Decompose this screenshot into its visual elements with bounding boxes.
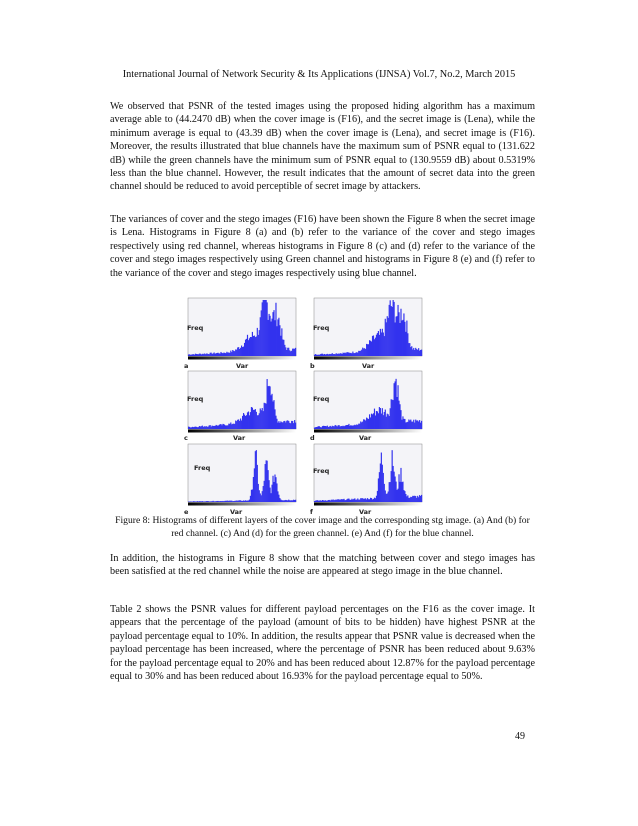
panel-label-e: e [184, 508, 189, 516]
colorbar [188, 430, 296, 433]
panel-label-f: f [310, 508, 313, 516]
histogram-bar [295, 348, 296, 356]
paragraph-matching: In addition, the histograms in Figure 8 show that the matching between cover and stego images has been satisfied at the red channel while the noise are appeared at stego image in the blue channel. [110, 553, 535, 578]
histogram-chart-f [306, 442, 428, 512]
freq-label-a: Freq [187, 324, 204, 332]
paragraph-psnr-results: We observed that PSNR of the tested images using the proposed hiding algorithm has a maximum average able to (44.2470 dB) when the cover image is (F16), and the secret image is (Lena), while the minimum average is equal to (43.39 dB) when the cover image is (Lena), and secret image is (F16). Moreover, the results illustrated that blue channels have the maximum sum of PSNR equal to (131.622 dB) while the green channels have the minimum sum of PSNR equal to (130.9559 dB) about 0.5319% less than the blue channel. However, the result indicates that the amount of secret data into the green channel should be reduced to avoid perceptible of secret image by attackers. [110, 101, 535, 193]
histogram-panel-e [180, 442, 302, 516]
histogram-panel-f [306, 442, 428, 516]
histogram-bar [421, 495, 422, 502]
histogram-panel-a [180, 296, 302, 370]
panel-label-c: c [184, 434, 188, 442]
histogram-chart-e [180, 442, 302, 512]
figure-caption: Figure 8: Histograms of different layers of the cover image and the corresponding stg image. (a) And (b) for red channel. (c) And (d) for the green channel. (e) And (f) for the blue channel. [115, 515, 530, 539]
colorbar [188, 503, 296, 506]
histogram-panel-b [306, 296, 428, 370]
colorbar [314, 357, 422, 360]
paragraph-payload-psnr: Table 2 shows the PSNR values for different payload percentages on the F16 as the cover image. It appears that the percentage of the payload (amount of bits to be hidden) have highest PSNR at the payload percentage equal to 10%. In addition, the results appear that PSNR value is decreased when the payload percentage has been increased, where the percentage of PSNR has been reduced about 9.63% for the payload percentage equal to 20% and has been reduced about 12.87% for the payload percentage equal to 30% and has been reduced about 16.93% for the payload percentage equal to 50%. [110, 604, 535, 683]
histogram-panel-d [306, 369, 428, 442]
journal-header: International Journal of Network Security & Its Applications (IJNSA) Vol.7, No.2, March 2015 [122, 69, 516, 80]
plot-frame [188, 444, 296, 502]
freq-label-b: Freq [313, 324, 330, 332]
histogram-chart-d [306, 369, 428, 439]
colorbar [188, 357, 296, 360]
histogram-bar [421, 350, 422, 356]
panel-label-d: d [310, 434, 315, 442]
panel-label-a: a [184, 362, 189, 370]
colorbar [314, 503, 422, 506]
freq-label-e: Freq [194, 464, 211, 472]
paragraph-variance-histograms: The variances of cover and the stego images (F16) have been shown the Figure 8 when the secret image is Lena. Histograms in Figure 8 (a) and (b) refer to the variance of the cover and stego images respectively using red channel, whereas histograms in Figure 8 (c) and (d) refer to the variance of the cover and stego images respectively using Green channel and histograms in Figure 8 (e) and (f) refer to the variance of the cover and stego images respectively using blue channel. [110, 214, 535, 279]
histogram-bar [295, 423, 296, 429]
figure-8-histograms [180, 296, 472, 514]
var-label-f: Var [359, 508, 372, 516]
var-label-b: Var [362, 362, 375, 370]
histogram-chart-c [180, 369, 302, 439]
colorbar [314, 430, 422, 433]
freq-label-d: Freq [313, 395, 330, 403]
freq-label-f: Freq [313, 467, 330, 475]
page-number: 49 [515, 731, 525, 742]
var-label-c: Var [233, 434, 246, 442]
histogram-bar [421, 421, 422, 429]
var-label-a: Var [236, 362, 249, 370]
panel-label-b: b [310, 362, 315, 370]
freq-label-c: Freq [187, 395, 204, 403]
var-label-e: Var [230, 508, 243, 516]
histogram-panel-c [180, 369, 302, 442]
var-label-d: Var [359, 434, 372, 442]
histogram-bar [295, 500, 296, 502]
plot-frame [314, 444, 422, 502]
